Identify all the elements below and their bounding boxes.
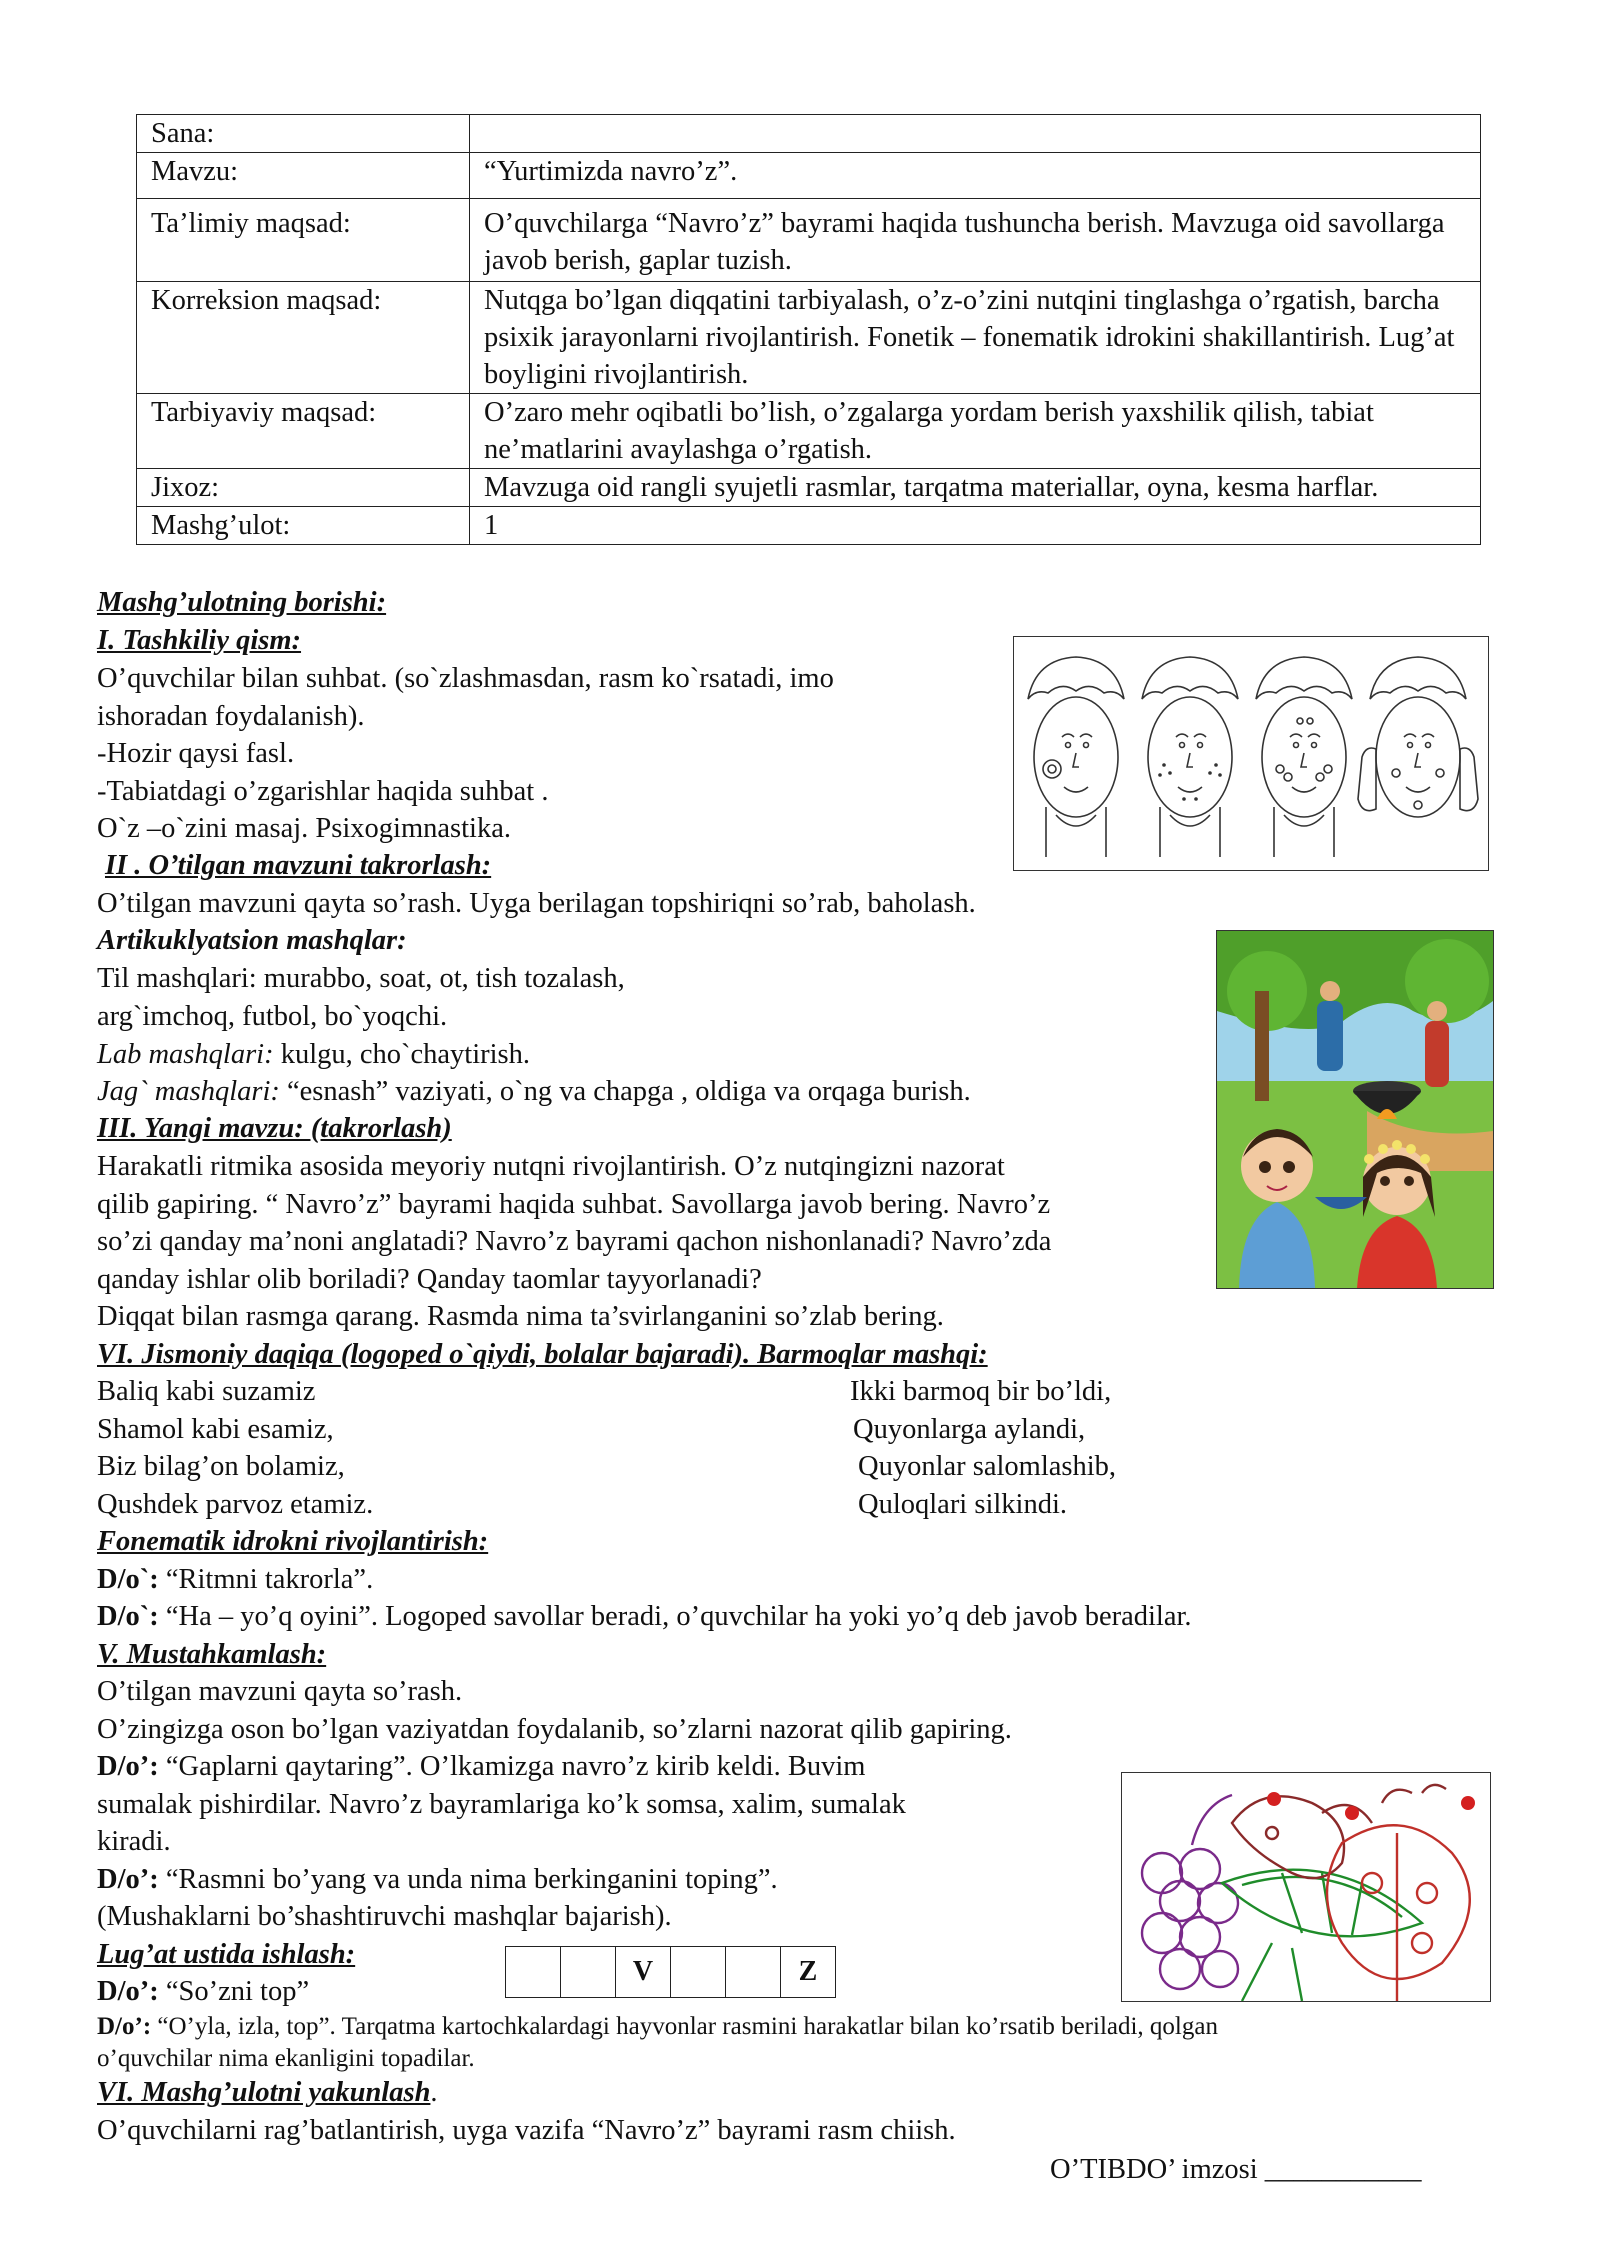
paragraph-line: qilib gapiring. “ Navro’z” bayrami haqida suhbat. Savollarga javob bering. Navro’z: [97, 1189, 1051, 1220]
poem-right-line: Quyonlarga aylandi,: [853, 1414, 1086, 1445]
row-value: [470, 115, 1481, 153]
poem-left-line: Baliq kabi suzamiz: [97, 1376, 316, 1407]
table-row: [137, 115, 1481, 153]
letter-cell: [506, 1947, 561, 1997]
jag-text: “esnash” vaziyati, o`ng va chapga , oldiga va orqaga burish.: [279, 1076, 971, 1107]
exercise-line: [97, 1973, 309, 2010]
paragraph-line: Diqqat bilan rasmga qarang. Rasmda nima ta’svirlanganini so’zlab bering.: [97, 1301, 944, 1332]
exercise-label: D/o’:: [97, 1864, 159, 1895]
exercise-label: D/o’:: [97, 1976, 159, 2007]
paragraph-line: [97, 1036, 530, 1073]
paragraph-line: O’quvchilar bilan suhbat. (so`zlashmasdan, rasm ko`rsatadi, imo: [97, 663, 834, 694]
exercise-line: [97, 2010, 1218, 2043]
heading-text: VI. Mashg’ulotni yakunlash: [97, 2077, 431, 2108]
section-heading-borishi: Mashg’ulotning borishi:: [97, 587, 387, 618]
row-value: 1: [470, 507, 1481, 545]
exercise-line: [97, 1748, 865, 1785]
row-value: O’quvchilarga “Navro’z” bayrami haqida tushuncha berish. Mavzuga oid savollarga javob berish, gaplar tuzish.: [470, 199, 1481, 282]
hidden-objects-illustration: [1121, 1772, 1491, 2002]
exercise-text: “So’zni top”: [158, 1976, 310, 2007]
poem-right-line: Quloqlari silkindi.: [858, 1489, 1067, 1520]
row-value: Nutqga bo’lgan diqqatini tarbiyalash, o’z-o’zini nutqini tinglashga o’rgatish, barcha psixik jarayonlarni rivojlantirish. Fonetik – fonematik idrokini shakillantirish. Lug’at boyligini rivojlantirish.: [470, 282, 1481, 394]
subheading-fonematik: Fonematik idrokni rivojlantirish:: [97, 1526, 489, 1557]
row-label: Sana:: [137, 115, 470, 153]
faces-illustration: [1013, 636, 1489, 871]
row-label: Jixoz:: [137, 469, 470, 507]
faces-drawing: [1014, 637, 1488, 870]
letter-cell: Z: [798, 1956, 818, 1987]
table-row: [137, 282, 1481, 394]
exercise-line: [97, 1861, 778, 1898]
paragraph-line: O’tilgan mavzuni qayta so’rash.: [97, 1676, 463, 1707]
signature-line: O’TIBDO’ imzosi ___________: [1050, 2154, 1422, 2185]
paragraph-line: ishoradan foydalanish).: [97, 701, 365, 732]
table-row: [137, 199, 1481, 282]
lab-label: Lab mashqlari:: [97, 1039, 274, 1070]
row-label: Korreksion maqsad:: [137, 282, 470, 394]
paragraph-line: (Mushaklarni bo’shashtiruvchi mashqlar bajarish).: [97, 1901, 672, 1932]
poem-left-line: Biz bilag’on bolamiz,: [97, 1451, 345, 1482]
jag-label: Jag` mashqlari:: [97, 1076, 280, 1107]
paragraph-line: O’quvchilarni rag’batlantirish, uyga vazifa “Navro’z” bayrami rasm chiish.: [97, 2115, 956, 2146]
letter-cell: V: [616, 1947, 671, 1997]
exercise-line: [97, 1561, 373, 1598]
table-row: [137, 153, 1481, 199]
exercise-label: D/o’:: [97, 1751, 159, 1782]
row-value: Mavzuga oid rangli syujetli rasmlar, tarqatma materiallar, oyna, kesma harflar.: [470, 469, 1481, 507]
row-label: Ta’limiy maqsad:: [137, 199, 470, 282]
exercise-text: “Ha – yo’q oyini”. Logoped savollar beradi, o’quvchilar ha yoki yo’q deb javob beradilar.: [158, 1601, 1192, 1632]
exercise-label: D/o’:: [97, 2013, 152, 2040]
paragraph-line: o’quvchilar nima ekanligini topadilar.: [97, 2045, 475, 2072]
paragraph-line: arg`imchoq, futbol, bo`yoqchi.: [97, 1001, 448, 1032]
paragraph-line: Harakatli ritmika asosida meyoriy nutqni rivojlantirish. O’z nutqingizni nazorat: [97, 1151, 1005, 1182]
navruz-scene-illustration: [1216, 930, 1494, 1289]
paragraph-line: O’tilgan mavzuni qayta so’rash. Uyga berilagan topshiriqni so’rab, baholash.: [97, 888, 976, 919]
paragraph-line: -Tabiatdagi o’zgarishlar haqida suhbat .: [97, 776, 549, 807]
poem-left-line: Qushdek parvoz etamiz.: [97, 1489, 374, 1520]
exercise-label: D/o`:: [97, 1564, 159, 1595]
poem-right-line: Ikki barmoq bir bo’ldi,: [850, 1376, 1112, 1407]
lesson-info-table: [136, 114, 1481, 545]
exercise-text: “Rasmni bo’yang va unda nima berkinganini toping”.: [158, 1864, 778, 1895]
section-heading-5: V. Mustahkamlash:: [97, 1639, 327, 1670]
row-label: Mashg’ulot:: [137, 507, 470, 545]
exercise-text: “Ritmni takrorla”.: [158, 1564, 374, 1595]
section-heading-6: [97, 2074, 438, 2111]
paragraph-line: -Hozir qaysi fasl.: [97, 738, 295, 769]
row-value: O’zaro mehr oqibatli bo’lish, o’zgalarga yordam berish yaxshilik qilish, tabiat ne’matlarini avaylashga o’rgatish.: [470, 394, 1481, 469]
exercise-text: “O’yla, izla, top”. Tarqatma kartochkalardagi hayvonlar rasmini harakatlar bilan ko’rsatib beriladi, qolgan: [151, 2013, 1218, 2040]
heading-dot: .: [430, 2077, 438, 2108]
paragraph-line: O`z –o`zini masaj. Psixogimnastika.: [97, 813, 511, 844]
letter-cell: [671, 1947, 726, 1997]
section-heading-2: II . O’tilgan mavzuni takrorlash:: [105, 850, 492, 881]
letter-cell: [561, 1947, 616, 1997]
paragraph-line: Til mashqlari: murabbo, soat, ot, tish tozalash,: [97, 963, 625, 994]
paragraph-line: sumalak pishirdilar. Navro’z bayramlariga ko’k somsa, xalim, sumalak: [97, 1789, 906, 1820]
exercise-line: [97, 1598, 1192, 1635]
paragraph-line: [97, 1073, 971, 1110]
letter-grid: [505, 1946, 836, 1998]
section-heading-1: I. Tashkiliy qism:: [97, 625, 302, 656]
exercise-text: “Gaplarni qaytaring”. O’lkamizga navro’z kirib keldi. Buvim: [158, 1751, 866, 1782]
poem-right-line: Quyonlar salomlashib,: [858, 1451, 1117, 1482]
table-row: [137, 394, 1481, 469]
lab-text: kulgu, cho`chaytirish.: [273, 1039, 531, 1070]
subheading-lugat: Lug’at ustida ishlash:: [97, 1939, 356, 1970]
section-heading-4: VI. Jismoniy daqiqa (logoped o`qiydi, bolalar bajaradi). Barmoqlar mashqi:: [97, 1339, 988, 1370]
paragraph-line: so’zi qanday ma’noni anglatadi? Navro’z bayrami qachon nishonlanadi? Navro’zda: [97, 1226, 1052, 1257]
letter-cell: [726, 1947, 781, 1997]
section-heading-3: III. Yangi mavzu: (takrorlash): [97, 1113, 452, 1144]
exercise-label: D/o`:: [97, 1601, 159, 1632]
row-label: Tarbiyaviy maqsad:: [137, 394, 470, 469]
poem-left-line: Shamol kabi esamiz,: [97, 1414, 334, 1445]
paragraph-line: qanday ishlar olib boriladi? Qanday taomlar tayyorlanadi?: [97, 1264, 762, 1295]
row-value: “Yurtimizda navro’z”.: [470, 153, 1481, 199]
navruz-scene-drawing: [1217, 931, 1493, 1288]
paragraph-line: kiradi.: [97, 1826, 171, 1857]
hidden-objects-drawing: [1122, 1773, 1490, 2001]
table-row: [137, 469, 1481, 507]
subheading-artikulyatsion: Artikuklyatsion mashqlar:: [97, 925, 407, 956]
row-label: Mavzu:: [137, 153, 470, 199]
paragraph-line: O’zingizga oson bo’lgan vaziyatdan foydalanib, so’zlarni nazorat qilib gapiring.: [97, 1714, 1012, 1745]
table-row: [137, 507, 1481, 545]
